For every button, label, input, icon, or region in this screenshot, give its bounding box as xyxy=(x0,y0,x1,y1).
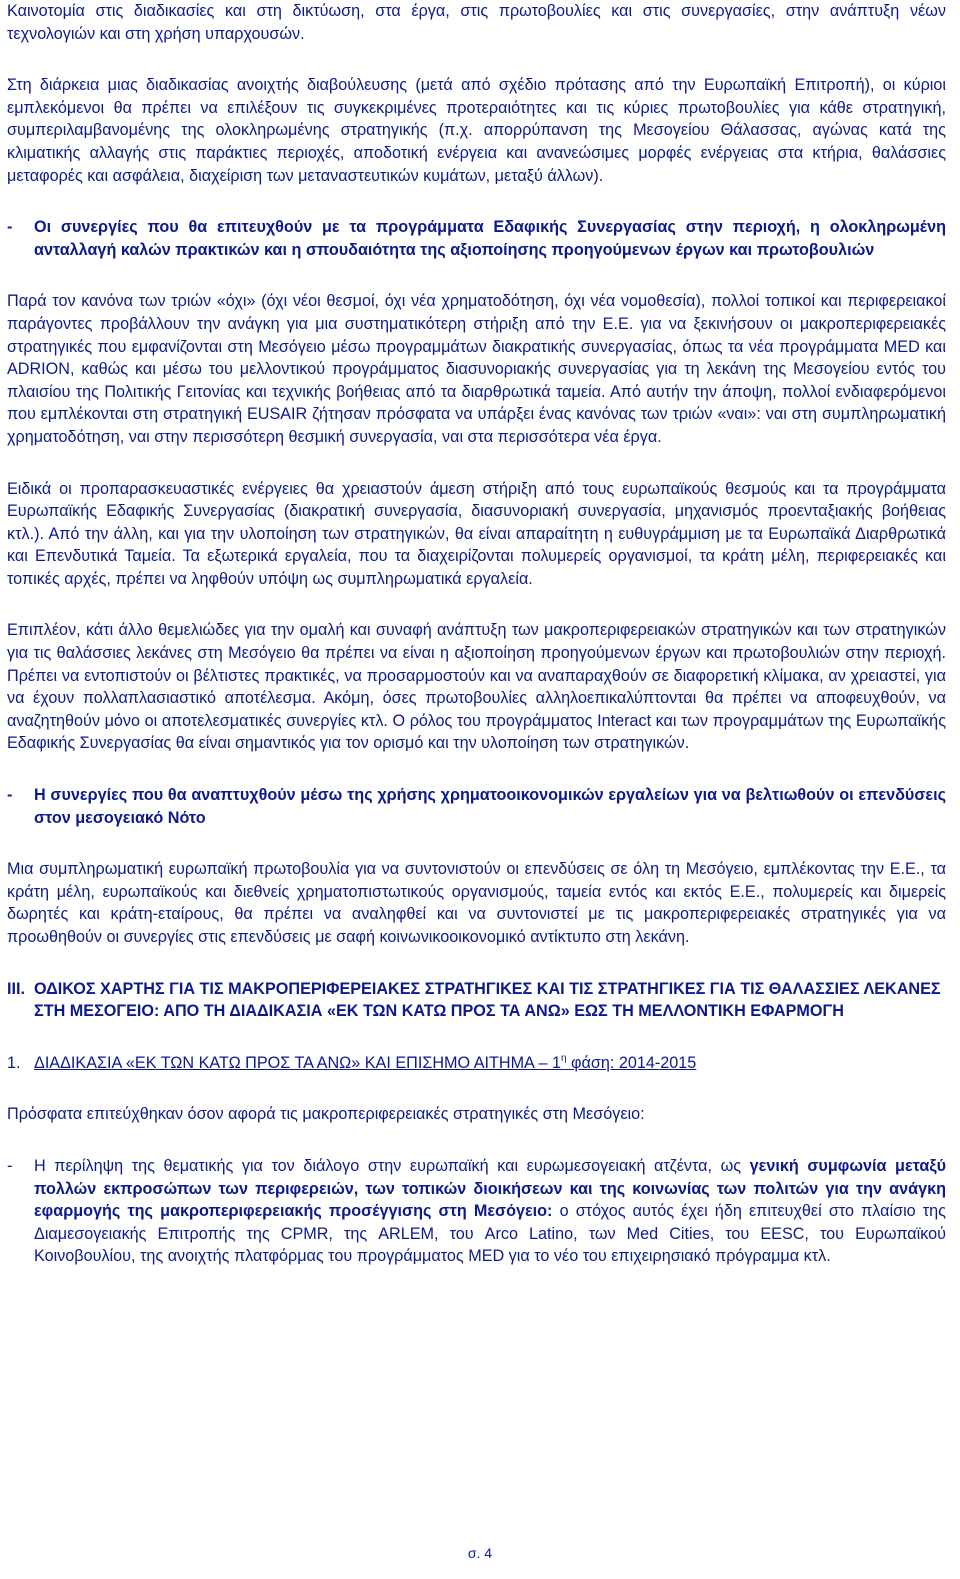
bullet-dash: - xyxy=(7,1156,13,1175)
superscript: η xyxy=(560,1052,567,1064)
subsection-title-part: ΔΙΑΔΙΚΑΣΙΑ «ΕΚ ΤΩΝ ΚΑΤΩ ΠΡΟΣ ΤΑ ΑΝΩ» ΚΑΙ ΕΠΙΣΗΜΟ ΑΙΤΗΜΑ – 1 xyxy=(34,1053,561,1072)
paragraph: Παρά τον κανόνα των τριών «όχι» (όχι νέοι θεσμοί, όχι νέα χρηματοδότηση, όχι νέα νομοθεσία), πολλοί τοπικοί και περιφερειακοί παράγοντες προβάλλουν την ανάγκη για μια συστηματικότερη στήριξη από την Ε.Ε. για να ξεκινήσουν οι μακροπεριφερειακές στρατηγικές που εμφανίζονται στη Μεσόγειο μέσω προγραμμάτων διακρατικής συνεργασίας, όπως τα νέα προγράμματα MED και ADRION, καθώς και μέσω του μελλοντικού προγράμματος διασυνοριακής συνεργασίας για τη λεκάνη της Μεσογείου εντός του πλαισίου της Πολιτικής Γειτονίας και τεχνικής βοήθειας από τα διαρθρωτικά ταμεία. Από αυτήν την άποψη, πολλοί ενδιαφερόμενοι που εμπλέκονται στη στρατηγική EUSAIR ζήτησαν πρόσφατα να υπάρξει ένας κανόνας των τριών «ναι»: ναι στη συμπληρωματική χρηματοδότηση, ναι στην περισσότερη θεσμική συνεργασία, ναι στα περισσότερα νέα έργα. xyxy=(7,292,946,446)
paragraph: Πρόσφατα επιτεύχθηκαν όσον αφορά τις μακροπεριφερειακές στρατηγικές στη Μεσόγειο: xyxy=(7,1105,645,1124)
bullet-text: ο στόχος αυτός έχει ήδη επιτευχθεί στο πλαίσιο της Διαμεσογειακής Επιτροπής της CPMR, της ARLEM, του Arco Latino, των Med Cities, του EESC, του Ευρωπαϊκού Κοινοβουλίου, της ανοιχτής πλατφόρμας του προγράμματος MED για το νέο του επιχειρησιακό πρόγραμμα κτλ. xyxy=(34,1202,946,1266)
subsection-heading xyxy=(7,1052,946,1075)
subsection-title-part: φάση: 2014-2015 xyxy=(566,1053,697,1072)
subsection-number: 1. xyxy=(7,1053,21,1072)
bullet-item xyxy=(7,216,946,261)
bullet-text: Η συνεργίες που θα αναπτυχθούν μέσω της χρήσης χρηματοοικονομικών εργαλείων για να βελτιωθούν οι επενδύσεις στον μεσογειακό Νότο xyxy=(34,786,946,827)
section-number: III. xyxy=(7,979,25,998)
bullet-text: Οι συνεργίες που θα επιτευχθούν με τα προγράμματα Εδαφικής Συνεργασίας στην περιοχή, η ολοκληρωμένη ανταλλαγή καλών πρακτικών και η σπουδαιότητα της αξιοποίησης προηγούμενων έργων και πρωτοβουλιών xyxy=(34,218,946,259)
subsection-title xyxy=(34,1054,696,1072)
bullet-item xyxy=(7,784,946,829)
bullet-bold-text: γενική συμφωνία μεταξύ πολλών εκπροσώπων των περιφερειών, των τοπικών διοικήσεων και της κοινωνίας των πολιτών για την ανάγκη εφαρμογής της μακροπεριφερειακής προσέγγισης στη Μεσόγειο: xyxy=(34,1156,946,1221)
paragraph: Μια συμπληρωματική ευρωπαϊκή πρωτοβουλία για να συντονιστούν οι επενδύσεις σε όλη τη Μεσόγειο, εμπλέκοντας την Ε.Ε., τα κράτη μέλη, ευρωπαϊκούς και διεθνείς χρηματοπιστωτικούς οργανισμούς, ταμεία εντός και εκτός Ε.Ε., πολυμερείς και διμερείς δωρητές και κράτη-εταίρους, θα πρέπει να αναληφθεί και να συντονιστεί με τις μακροπεριφερειακές στρατηγικές για να προωθηθούν οι συνεργίες στις επενδύσεις με σαφή κοινωνικοοικονομικό αντίκτυπο στη λεκάνη. xyxy=(7,860,946,946)
paragraph: Καινοτομία στις διαδικασίες και στη δικτύωση, στα έργα, στις πρωτοβουλίες και στις συνεργασίες, στην ανάπτυξη νέων τεχνολογιών και στη χρήση υπαρχουσών. xyxy=(7,2,946,43)
document-page xyxy=(7,0,946,1268)
paragraph: Επιπλέον, κάτι άλλο θεμελιώδες για την ομαλή και συναφή ανάπτυξη των μακροπεριφερειακών στρατηγικών και των στρατηγικών για τις θαλάσσιες λεκάνες στη Μεσόγειο θα πρέπει να είναι η αξιοποίηση προηγούμενων έργων και πρωτοβουλιών στην περιοχή. Πρέπει να εντοπιστούν οι βέλτιστες πρακτικές, να προσαρμοστούν και να αναπαραχθούν σε διαφορετική κλίμακα, αν χρειαστεί, για να έχουν πολλαπλασιαστικό αποτέλεσμα. Ακόμη, όσες πρωτοβουλίες αλληλοεπικαλύπτονται θα πρέπει να αποφευχθούν, να αναζητηθούν μόνο οι αποτελεσματικές συνεργίες κτλ. Ο ρόλος του προγράμματος Interact και των προγραμμάτων της Ευρωπαϊκής Εδαφικής Συνεργασίας θα είναι σημαντικός για τον ορισμό και την υλοποίηση των στρατηγικών. xyxy=(7,621,946,753)
paragraph: Ειδικά οι προπαρασκευαστικές ενέργειες θα χρειαστούν άμεση στήριξη από τους ευρωπαϊκούς θεσμούς και τα προγράμματα Ευρωπαϊκής Εδαφικής Συνεργασίας (διακρατική συνεργασία, διασυνοριακή συνεργασία, μηχανισμός προενταξιακής βοήθειας κτλ.). Από την άλλη, και για την υλοποίηση των στρατηγικών, θα είναι απαραίτητη η ευθυγράμμιση με τα Ευρωπαϊκά Διαρθρωτικά και Επενδυτικά Ταμεία. Τα εξωτερικά εργαλεία, που τα διαχειρίζονται πολυμερείς οργανισμοί, τα κράτη μέλη, περιφερειακές και τοπικές αρχές, πρέπει να ληφθούν υπόψη ως συμπληρωματικά εργαλεία. xyxy=(7,479,946,588)
section-title: ΟΔΙΚΟΣ ΧΑΡΤΗΣ ΓΙΑ ΤΙΣ ΜΑΚΡΟΠΕΡΙΦΕΡΕΙΑΚΕΣ ΣΤΡΑΤΗΓΙΚΕΣ ΚΑΙ ΤΙΣ ΣΤΡΑΤΗΓΙΚΕΣ ΓΙΑ ΤΙΣ ΘΑΛΑΣΣΙΕΣ ΛΕΚΑΝΕΣ ΣΤΗ ΜΕΣΟΓΕΙΟ: ΑΠΟ ΤΗ ΔΙΑΔΙΚΑΣΙΑ «ΕΚ ΤΩΝ ΚΑΤΩ ΠΡΟΣ ΤΑ ΑΝΩ» ΕΩΣ ΤΗ ΜΕΛΛΟΝΤΙΚΗ ΕΦΑΡΜΟΓΗ xyxy=(34,979,941,1021)
bullet-dash: - xyxy=(7,786,13,805)
bullet-item xyxy=(7,1155,946,1268)
page-number: σ. 4 xyxy=(467,1545,493,1561)
bullet-text: Η περίληψη της θεματικής για τον διάλογο στην ευρωπαϊκή και ευρωμεσογειακή ατζέντα, ως xyxy=(34,1156,750,1175)
bullet-dash: - xyxy=(7,218,13,237)
paragraph: Στη διάρκεια μιας διαδικασίας ανοιχτής διαβούλευσης (μετά από σχέδιο πρότασης από την Ευρωπαϊκή Επιτροπή), οι κύριοι εμπλεκόμενοι θα πρέπει να επιλέξουν τις συγκεκριμένες προτεραιότητες και τις κύριες πρωτοβουλίες για κάθε στρατηγική, συμπεριλαμβανομένης της ολοκληρωμένης στρατηγικής (π.χ. απορρύπανση της Μεσογείου Θάλασσας, αγώνας κατά της κλιματικής αλλαγής στις παράκτιες περιοχές, αποδοτική ενέργεια και ανανεώσιμες μορφές ενέργειας στα κτήρια, θαλάσσιες μεταφορές και ασφάλεια, διαχείριση των μεταναστευτικών κυμάτων, μεταξύ άλλων). xyxy=(7,76,946,185)
section-heading xyxy=(7,978,946,1023)
